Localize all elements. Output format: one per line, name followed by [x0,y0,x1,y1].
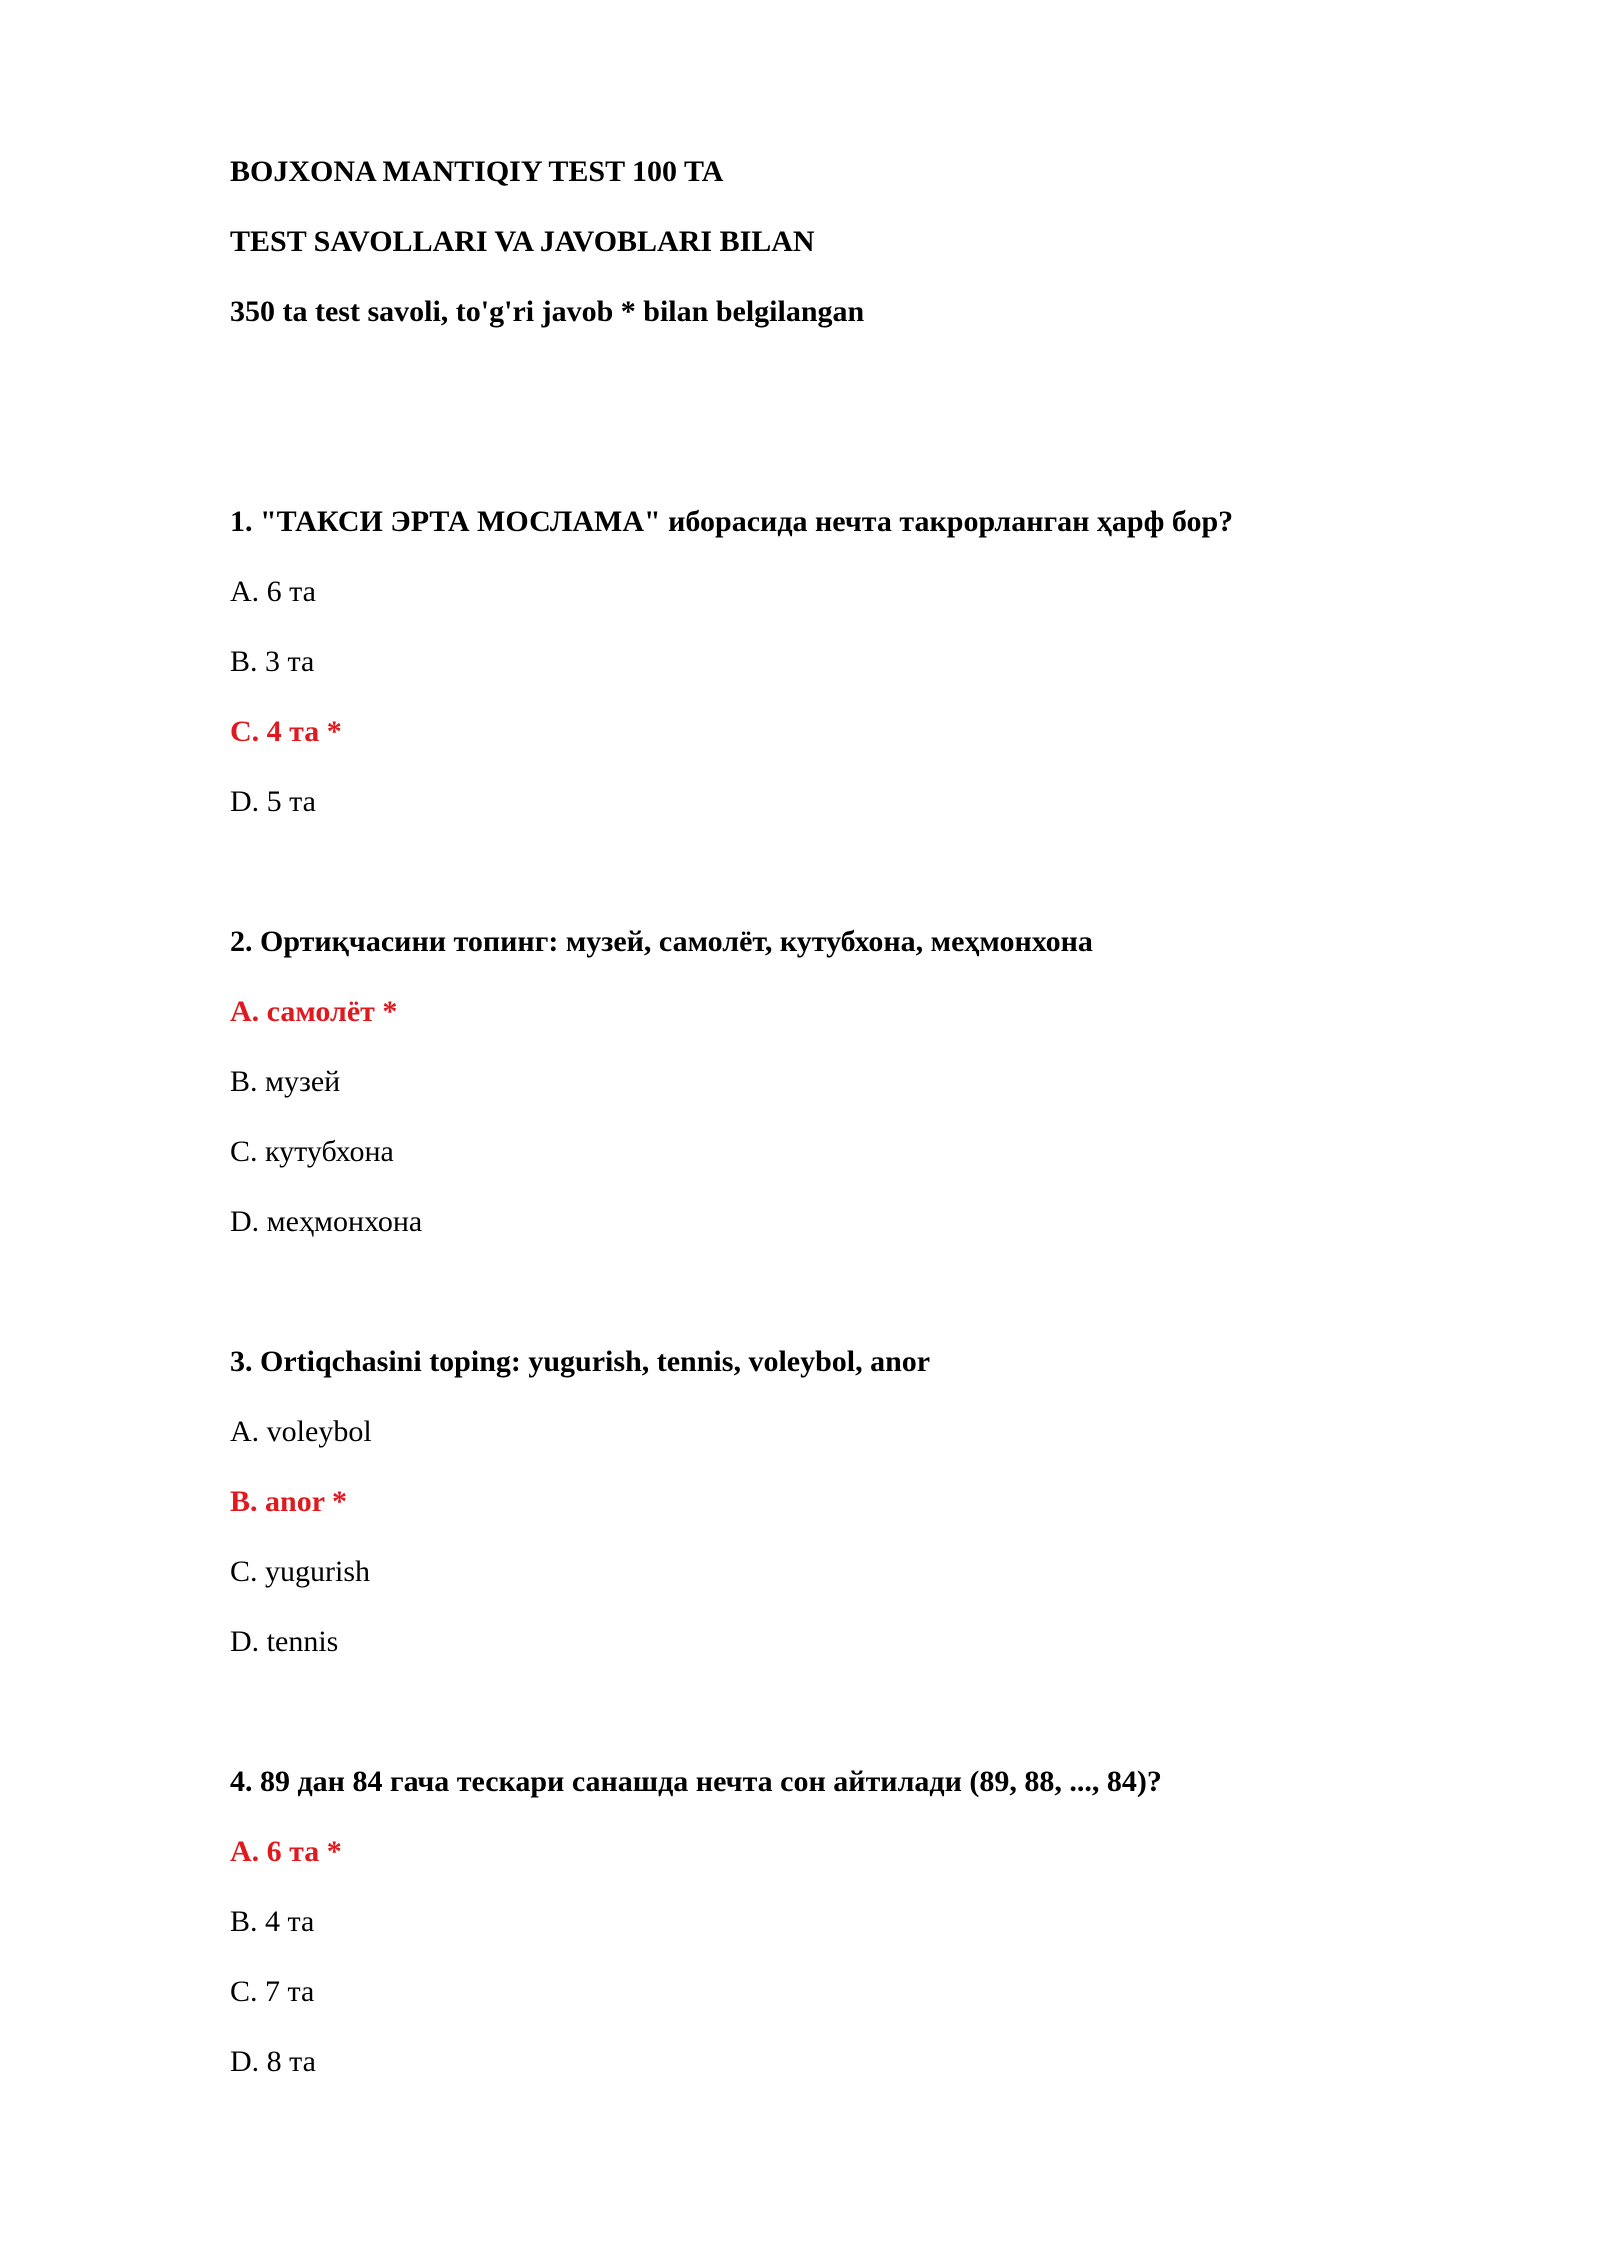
question-1-option-a: A. 6 та [230,575,316,608]
question-2: 2. Ортиқчасини топинг: музей, самолёт, кутубхона, меҳмонхона [230,925,1093,958]
document-subtitle: TEST SAVOLLARI VA JAVOBLARI BILAN [230,225,815,258]
question-3-option-d: D. tennis [230,1625,339,1658]
question-4: 4. 89 дан 84 гача тескари санашда нечта сон айтилади (89, 88, ..., 84)? [230,1765,1162,1798]
question-2-option-d: D. меҳмонхона [230,1205,423,1238]
question-1: 1. "ТАКСИ ЭРТА МОСЛАМА" иборасида нечта такрорланган ҳарф бор? [230,505,1234,538]
question-4-option-a-correct: A. 6 та * [230,1835,342,1868]
question-1-option-c-correct: C. 4 та * [230,715,342,748]
question-3-option-c: C. yugurish [230,1555,371,1588]
question-4-option-c: C. 7 та [230,1975,315,2008]
question-3-option-a: A. voleybol [230,1415,372,1448]
question-3: 3. Ortiqchasini toping: yugurish, tennis, voleybol, anor [230,1345,931,1378]
question-2-option-c: C. кутубхона [230,1135,394,1168]
question-2-option-b: B. музей [230,1065,341,1098]
question-2-option-a-correct: A. самолёт * [230,995,398,1028]
question-4-option-d: D. 8 та [230,2045,316,2078]
question-1-option-d: D. 5 та [230,785,316,818]
document-title: BOJXONA MANTIQIY TEST 100 TA [230,155,724,188]
question-4-option-b: B. 4 та [230,1905,315,1938]
question-3-option-b-correct: B. anor * [230,1485,347,1518]
question-1-option-b: B. 3 та [230,645,315,678]
document-note: 350 ta test savoli, to'g'ri javob * bilan belgilangan [230,295,865,328]
